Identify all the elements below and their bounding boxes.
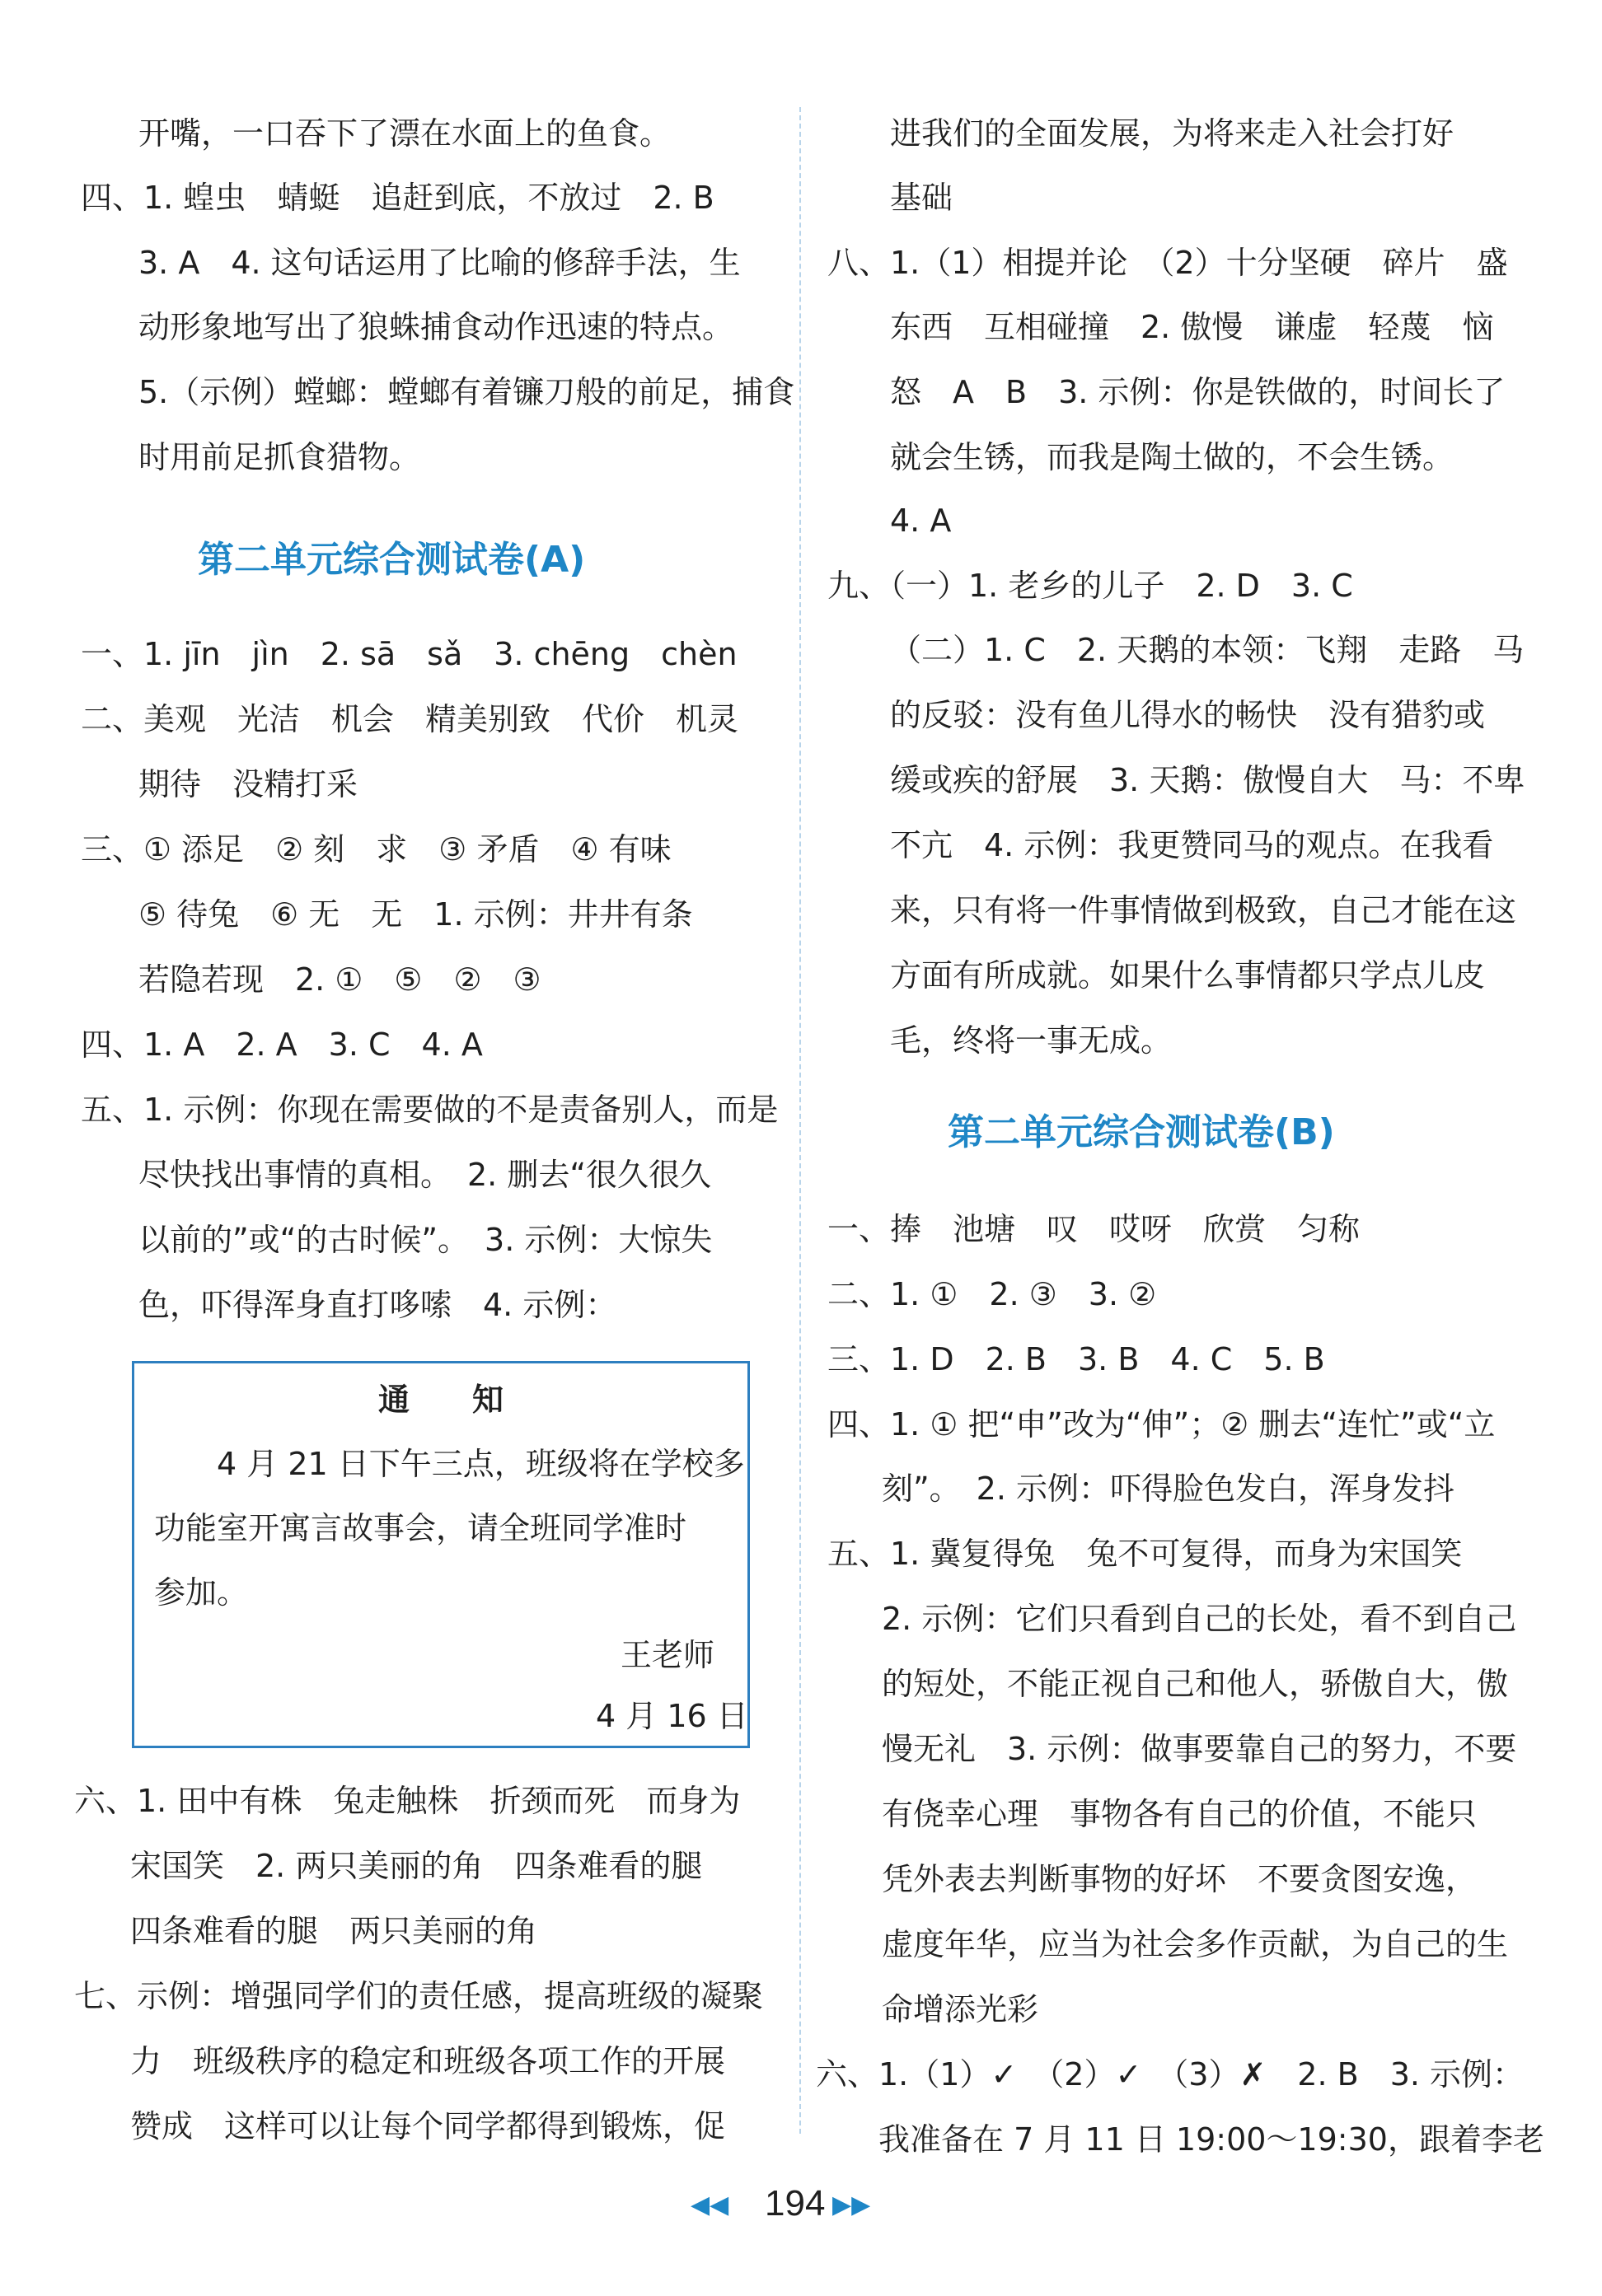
- next-page-arrows-icon[interactable]: ▶▶: [832, 2191, 871, 2219]
- answer-line: 命增添光彩: [882, 1991, 1039, 2027]
- answer-line: 三、1. D 2. B 3. B 4. C 5. B: [827, 1341, 1325, 1377]
- answer-line: 刻”。 2. 示例：吓得脸色发白，浑身发抖: [882, 1471, 1455, 1507]
- answer-line: 一、1. jīn jìn 2. sā sǎ 3. chēng chèn: [81, 636, 738, 672]
- answer-line: （二）1. C 2. 天鹅的本领：飞翔 走路 马: [890, 632, 1525, 668]
- answer-line: 二、美观 光洁 机会 精美别致 代价 机灵: [81, 701, 739, 737]
- section-title-b: 第二单元综合测试卷(B): [948, 1111, 1335, 1153]
- answer-line: 的短处，不能正视自己和他人，骄傲自大，傲: [882, 1666, 1509, 1702]
- answer-line: 四、1. A 2. A 3. C 4. A: [81, 1026, 483, 1063]
- answer-line: 开嘴，一口吞下了漂在水面上的鱼食。: [138, 115, 672, 152]
- answer-line: 七、示例：增强同学们的责任感，提高班级的凝聚: [74, 1978, 764, 2014]
- answer-line: 六、1. 田中有株 兔走触株 折颈而死 而身为: [74, 1783, 741, 1819]
- answer-line: 五、1. 冀复得兔 兔不可复得，而身为宋国笑: [827, 1536, 1463, 1572]
- section-title-a: 第二单元综合测试卷(A): [198, 539, 586, 581]
- answer-line: 虚度年华，应当为社会多作贡献，为自己的生: [882, 1926, 1509, 1962]
- answer-line: 毛，终将一事无成。: [890, 1022, 1173, 1059]
- answer-line: 基础: [890, 180, 953, 216]
- answer-line: 六、1.（1）✓ （2）✓ （3）✗ 2. B 3. 示例：: [816, 2056, 1525, 2093]
- answer-line: 色，吓得浑身直打哆嗦 4. 示例：: [138, 1287, 617, 1323]
- answer-line: 以前的”或“的古时候”。 3. 示例：大惊失: [138, 1222, 713, 1258]
- answer-line: 4. A: [890, 503, 952, 539]
- column-divider: [799, 107, 801, 2134]
- answer-line: 东西 互相碰撞 2. 傲慢 谦虚 轻蔑 恼: [890, 309, 1494, 345]
- answer-line: 方面有所成就。如果什么事情都只学点儿皮: [890, 957, 1486, 994]
- notice-body-line: 参加。: [154, 1574, 249, 1611]
- answer-line: 期待 没精打采: [138, 766, 358, 802]
- answer-line: 赞成 这样可以让每个同学都得到锻炼，促: [130, 2108, 726, 2144]
- answer-line: 来，只有将一件事情做到极致，自己才能在这: [890, 892, 1517, 928]
- answer-line: 四、1. 蝗虫 蜻蜓 追赶到底，不放过 2. B: [81, 180, 714, 216]
- answer-line: 的反驳：没有鱼儿得水的畅快 没有猎豹或: [890, 697, 1486, 733]
- answer-line: 动形象地写出了狼蛛捕食动作迅速的特点。: [138, 309, 734, 345]
- answer-line: 九、（一）1. 老乡的儿子 2. D 3. C: [827, 568, 1353, 604]
- notice-signer: 王老师: [621, 1637, 715, 1673]
- answer-line: 时用前足抓食猎物。: [138, 439, 421, 475]
- answer-line: 不亢 4. 示例：我更赞同马的观点。在我看: [890, 827, 1494, 863]
- page-footer: [0, 2175, 1602, 2233]
- notice-title: 通 知: [377, 1382, 504, 1418]
- notice-box: [132, 1361, 750, 1748]
- answer-line: 宋国笑 2. 两只美丽的角 四条难看的腿: [130, 1848, 703, 1884]
- answer-line: 5.（示例）螳螂：螳螂有着镰刀般的前足，捕食: [138, 374, 795, 410]
- answer-line: ⑤ 待兔 ⑥ 无 无 1. 示例：井井有条: [138, 896, 693, 933]
- answer-line: 2. 示例：它们只看到自己的长处，看不到自己: [882, 1601, 1517, 1637]
- answer-line: 四条难看的腿 两只美丽的角: [130, 1913, 538, 1949]
- answer-line: 四、1. ① 把“申”改为“伸”；② 删去“连忙”或“立: [827, 1406, 1496, 1443]
- answer-line: 我准备在 7 月 11 日 19:00～19:30，跟着李老: [878, 2121, 1544, 2158]
- answer-line: 八、1.（1）相提并论 （2）十分坚硬 碎片 盛: [827, 245, 1508, 281]
- answer-line: 有侥幸心理 事物各有自己的价值，不能只: [882, 1796, 1478, 1832]
- answer-line: 五、1. 示例：你现在需要做的不是责备别人，而是: [81, 1092, 779, 1128]
- answer-line: 凭外表去判断事物的好坏 不要贪图安逸，: [882, 1861, 1478, 1897]
- answer-line: 若隐若现 2. ① ⑤ ② ③: [138, 961, 541, 998]
- page-number: 194: [765, 2183, 826, 2224]
- notice-body-line: 功能室开寓言故事会，请全班同学准时: [154, 1510, 687, 1546]
- notice-body-line: 4 月 21 日下午三点，班级将在学校多: [217, 1446, 745, 1482]
- answer-line: 慢无礼 3. 示例：做事要靠自己的努力，不要: [882, 1731, 1517, 1767]
- answer-line: 进我们的全面发展，为将来走入社会打好: [890, 115, 1454, 152]
- notice-date: 4 月 16 日: [596, 1698, 748, 1734]
- answer-line: 尽快找出事情的真相。 2. 删去“很久很久: [138, 1157, 712, 1193]
- prev-page-arrows-icon[interactable]: ◀◀: [691, 2191, 729, 2219]
- answer-line: 就会生锈，而我是陶土做的，不会生锈。: [890, 439, 1454, 475]
- answer-line: 一、捧 池塘 叹 哎呀 欣赏 匀称: [827, 1211, 1361, 1247]
- answer-line: 三、① 添足 ② 刻 求 ③ 矛盾 ④ 有味: [81, 831, 672, 867]
- answer-line: 力 班级秩序的稳定和班级各项工作的开展: [130, 2043, 726, 2079]
- answer-line: 缓或疾的舒展 3. 天鹅：傲慢自大 马：不卑: [890, 762, 1525, 798]
- answer-line: 3. A 4. 这句话运用了比喻的修辞手法，生: [138, 245, 741, 281]
- answer-line: 二、1. ① 2. ③ 3. ②: [827, 1276, 1157, 1312]
- answer-line: 怒 A B 3. 示例：你是铁做的，时间长了: [890, 374, 1506, 410]
